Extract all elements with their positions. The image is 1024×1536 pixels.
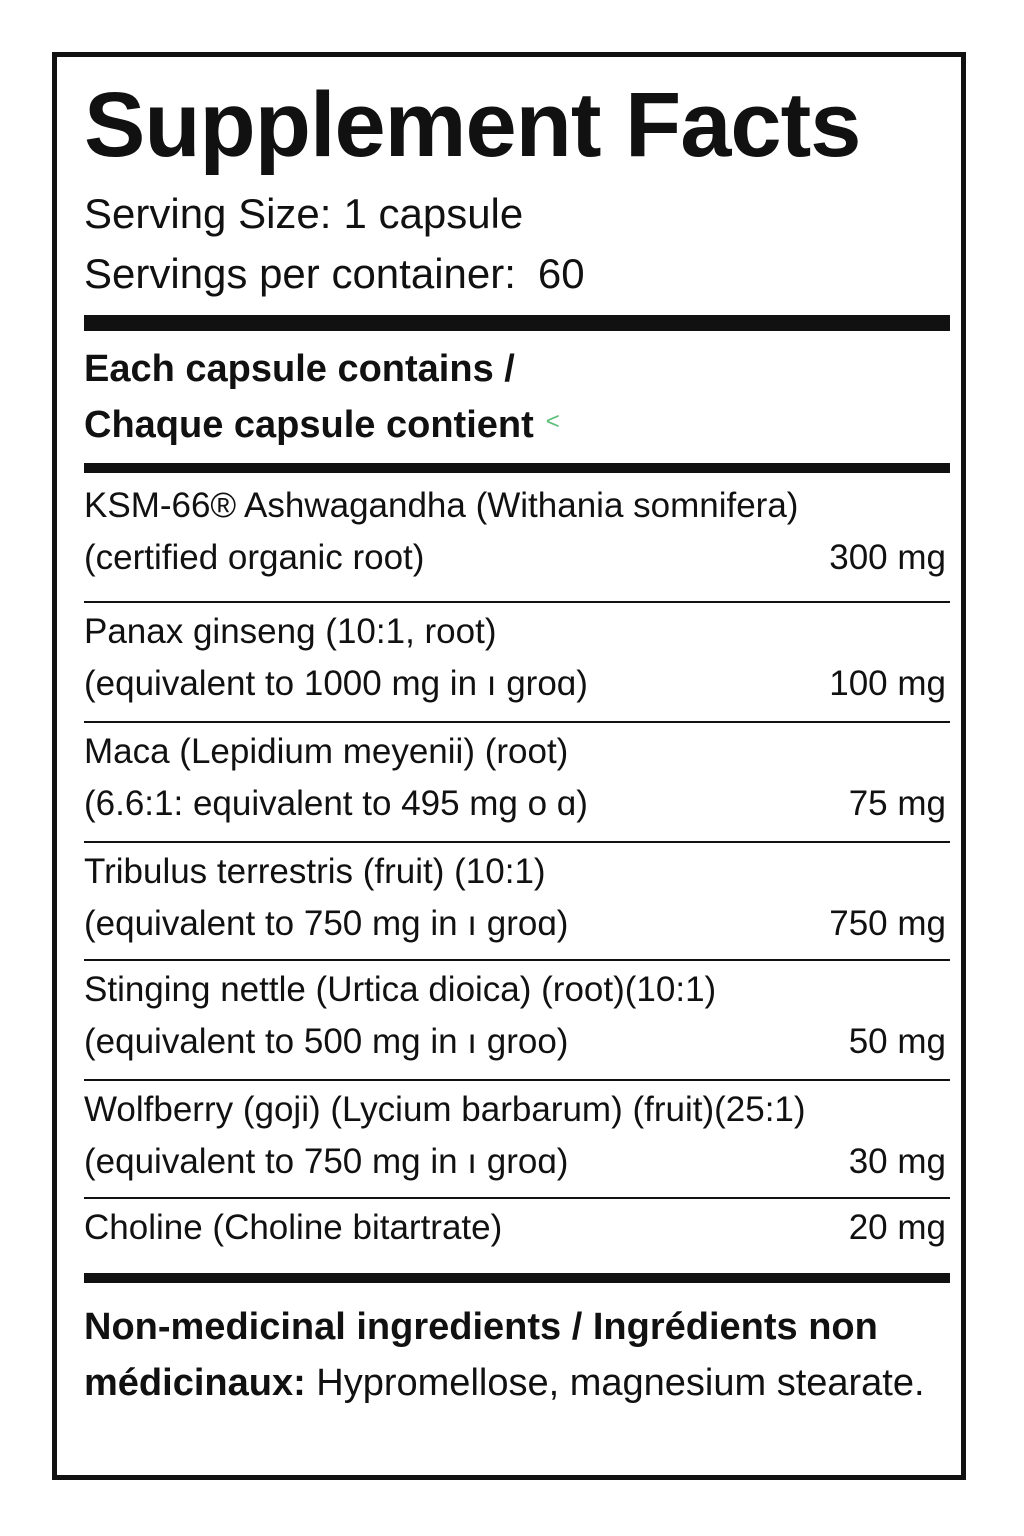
contains-heading-fr-text: Chaque capsule contient <box>84 404 534 446</box>
ingredient-detail: (equivalent to 500 mg in ı groo) <box>84 1022 569 1061</box>
ingredient-amount: 50 mg <box>848 1022 946 1061</box>
ingredient-detail: (certified organic root) <box>84 538 425 577</box>
ingredient-amount: 300 mg <box>829 538 946 577</box>
contains-heading-fr <box>84 403 560 449</box>
ingredient-name: Choline (Choline bitartrate) <box>84 1208 503 1247</box>
contains-heading-en: Each capsule contains / <box>84 348 515 390</box>
servings-per-container-label: Servings per container: <box>84 250 516 297</box>
ingredient-row <box>84 477 950 603</box>
servings-per-container <box>84 249 585 299</box>
ingredient-amount: 100 mg <box>829 664 946 703</box>
supplement-facts-panel <box>52 52 966 1480</box>
ingredient-row <box>84 723 950 843</box>
servings-per-container-value: 60 <box>537 250 585 297</box>
ingredient-amount: 30 mg <box>848 1142 946 1181</box>
ingredient-name: Wolfberry (goji) (Lycium barbarum) (fruit)(25:1) <box>84 1090 806 1129</box>
ingredient-name: KSM-66® Ashwagandha (Withania somnifera) <box>84 486 799 525</box>
ingredient-name: Panax ginseng (10:1, root) <box>84 612 497 651</box>
non-medicinal-text: Hypromellose, magnesium stearate. <box>305 1362 925 1405</box>
ingredient-detail: (equivalent to 1000 mg in ı groɑ) <box>84 664 588 703</box>
non-medicinal-ingredients <box>84 1299 950 1411</box>
divider <box>84 463 950 473</box>
page-title: Supplement Facts <box>84 74 861 176</box>
ingredient-detail: (6.6:1: equivalent to 495 mg o ɑ) <box>84 784 588 823</box>
serving-size-label: Serving Size: <box>84 190 332 237</box>
ingredient-amount: 75 mg <box>848 784 946 823</box>
divider <box>84 1273 950 1283</box>
ingredient-name: Stinging nettle (Urtica dioica) (root)(10:1) <box>84 970 717 1009</box>
serving-size-value: 1 capsule <box>343 190 524 237</box>
ingredient-row <box>84 843 950 961</box>
ingredient-detail: (equivalent to 750 mg in ı groɑ) <box>84 904 569 943</box>
serving-size <box>84 189 523 239</box>
green-caret-mark: < <box>545 408 560 435</box>
ingredient-name: Tribulus terrestris (fruit) (10:1) <box>84 852 546 891</box>
ingredient-amount: 750 mg <box>829 904 946 943</box>
ingredient-amount: 20 mg <box>848 1208 946 1247</box>
ingredient-detail: (equivalent to 750 mg in ı groɑ) <box>84 1142 569 1181</box>
ingredient-name: Maca (Lepidium meyenii) (root) <box>84 732 569 771</box>
non-medicinal-label: Non-medicinal ingredients / Ingrédients non médicinaux: <box>84 1306 878 1405</box>
ingredient-row <box>84 1199 950 1269</box>
thick-divider <box>84 315 950 331</box>
ingredient-row <box>84 961 950 1081</box>
ingredient-row <box>84 603 950 723</box>
ingredient-row <box>84 1081 950 1199</box>
